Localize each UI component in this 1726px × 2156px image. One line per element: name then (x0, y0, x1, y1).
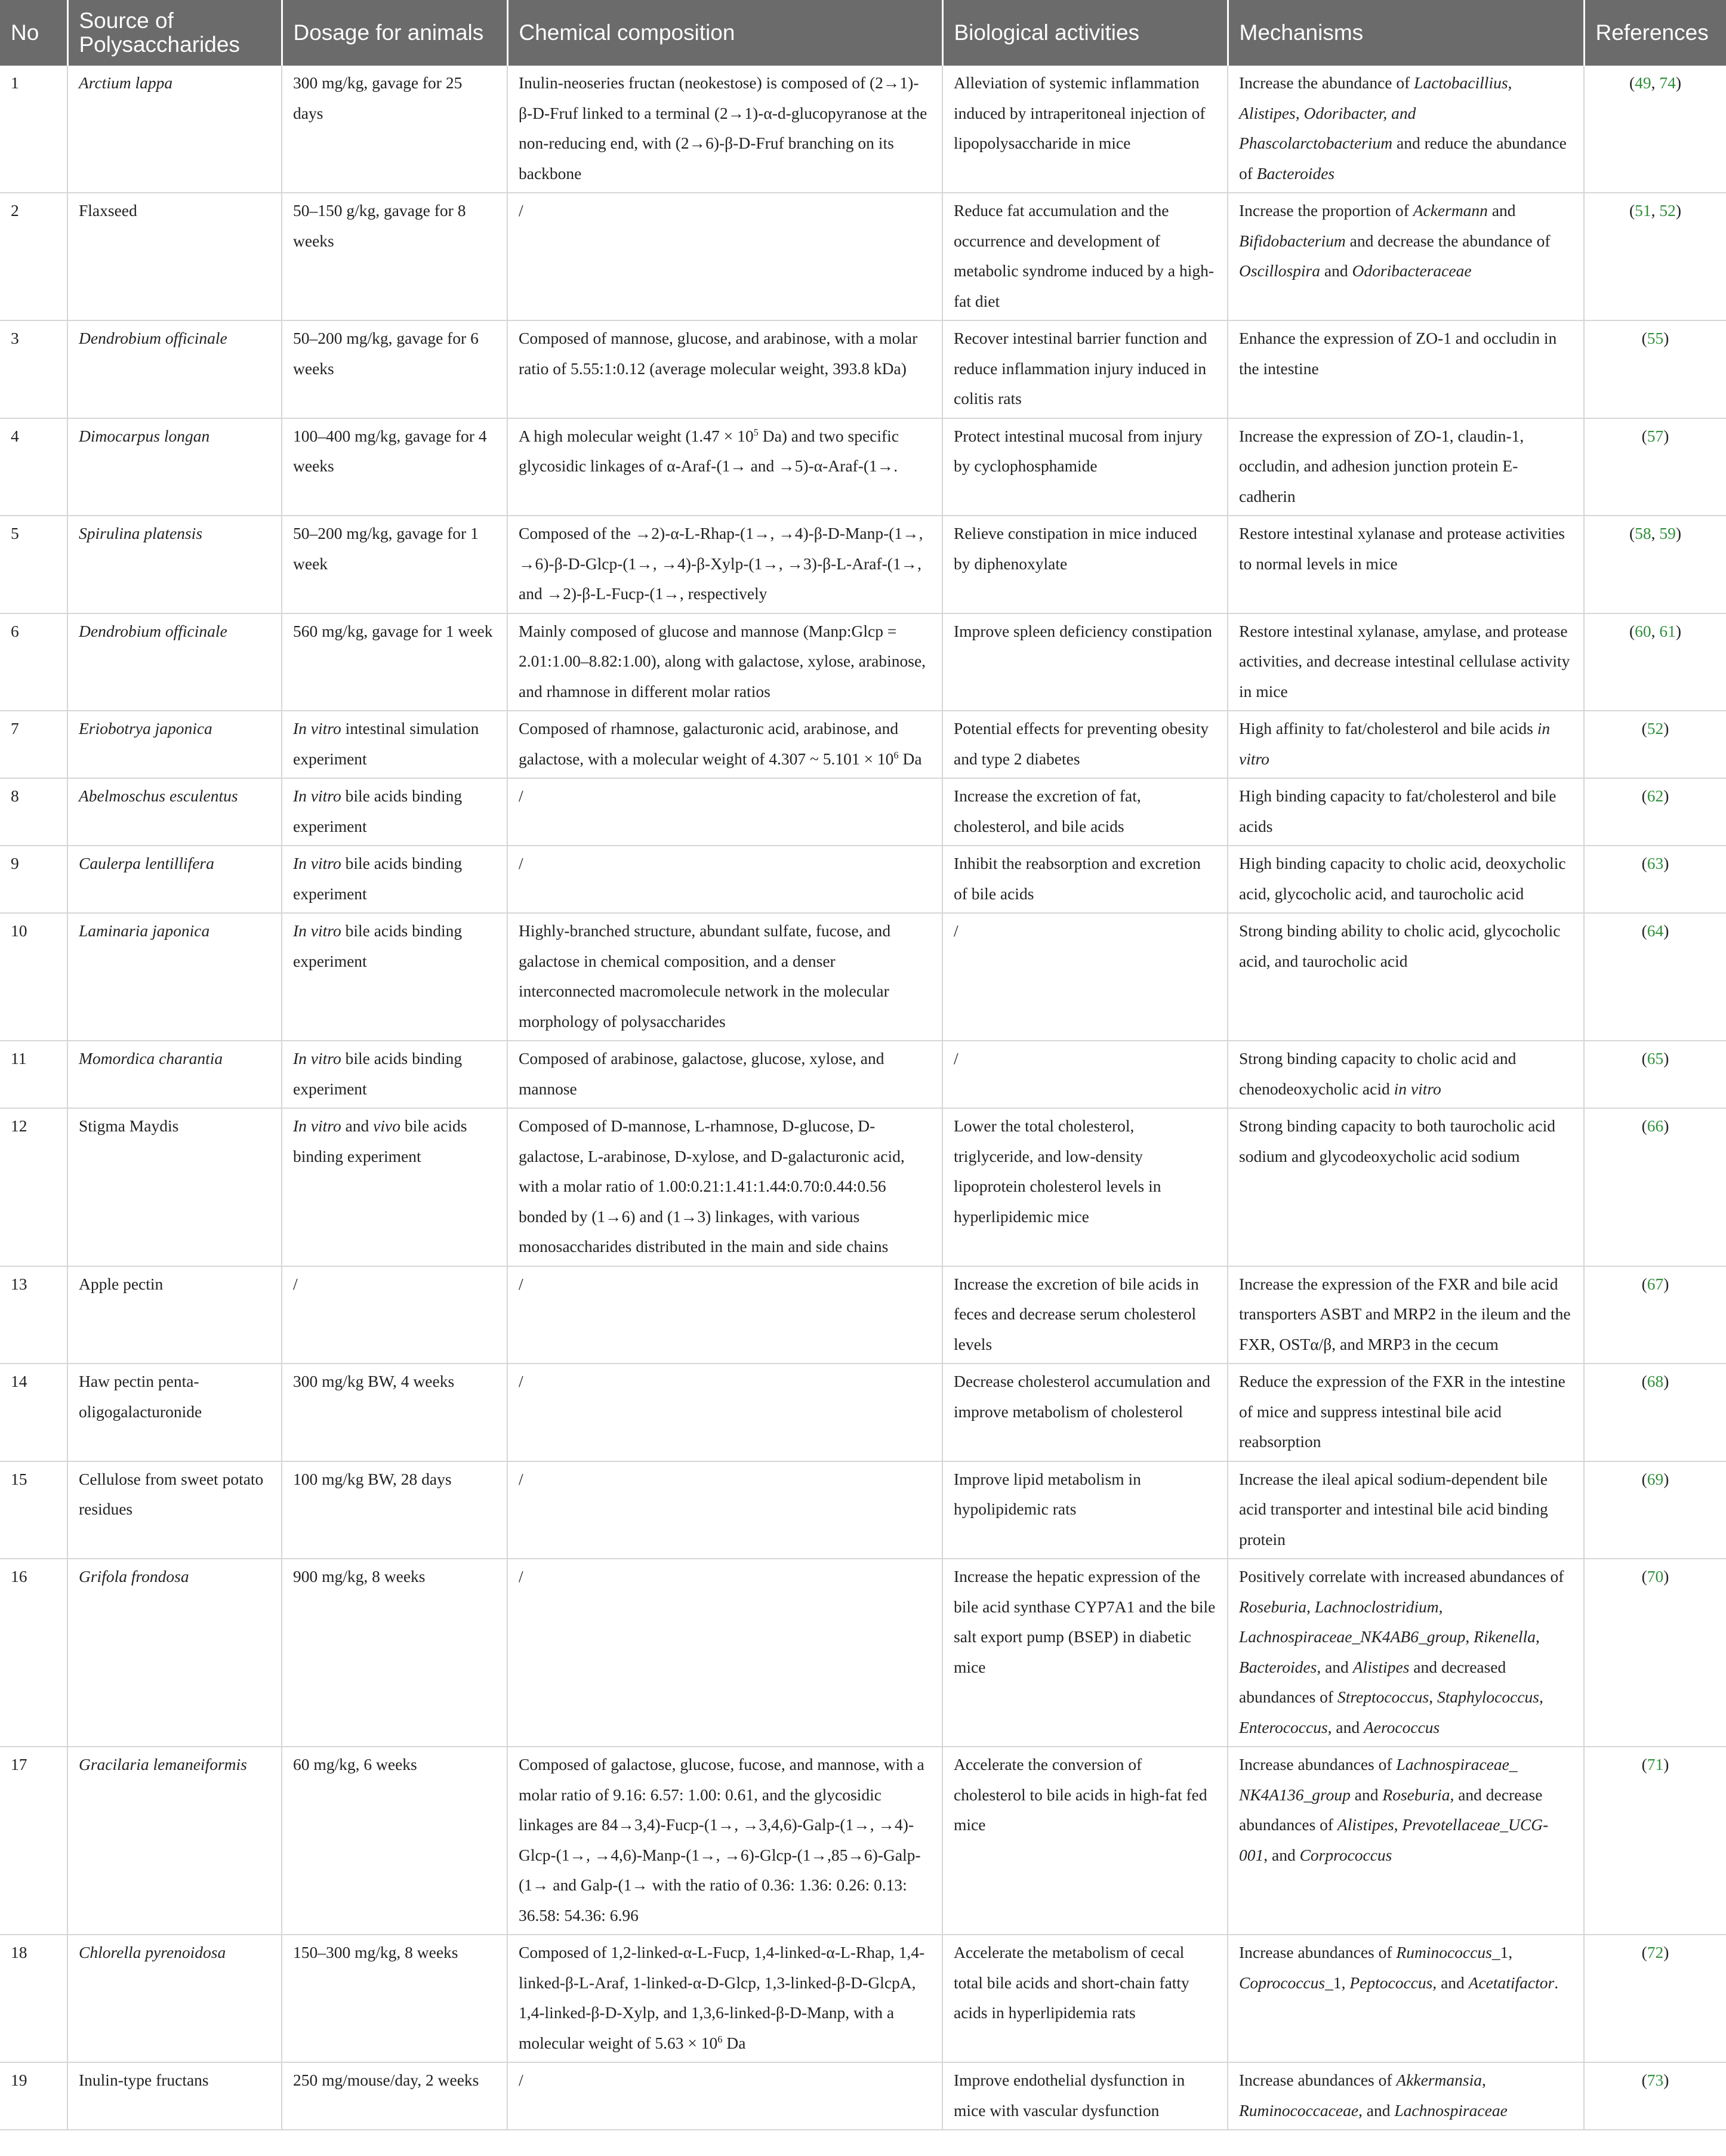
header-activities: Biological activities (942, 0, 1228, 66)
cell-composition: Highly-branched structure, abundant sulfate, fucose, and galactose in chemical composition, and a denser interconnected macromolecule network in the molecular morphology of polysaccharides (507, 913, 942, 1041)
reference-link[interactable]: 52 (1647, 719, 1664, 738)
cell-activities: Reduce fat accumulation and the occurrence and development of metabolic syndrome induced by a high-fat diet (942, 193, 1228, 320)
cell-dosage: 560 mg/kg, gavage for 1 week (282, 613, 507, 711)
cell-no: 18 (0, 1935, 67, 2062)
table-row (0, 1461, 1726, 1559)
reference-link[interactable]: 73 (1647, 2071, 1664, 2089)
table-row (0, 1364, 1726, 1461)
cell-activities: Recover intestinal barrier function and reduce inflammation injury induced in colitis rats (942, 320, 1228, 418)
cell-mechanisms: Increase the abundance of Lactobacillius, Alistipes, Odoribacter, and Phascolarctobacterium and reduce the abundance of Bacteroides (1228, 66, 1584, 193)
table-body (0, 66, 1726, 2130)
reference-link[interactable]: 61 (1659, 621, 1676, 640)
cell-source: Momordica charantia (67, 1041, 282, 1108)
cell-references: (57) (1584, 418, 1726, 516)
table-row (0, 1935, 1726, 2062)
cell-composition: Composed of mannose, glucose, and arabinose, with a molar ratio of 5.55:1:0.12 (average molecular weight, 393.8 kDa) (507, 320, 942, 418)
table-row (0, 320, 1726, 418)
cell-no: 1 (0, 66, 67, 193)
cell-no: 11 (0, 1041, 67, 1108)
header-mechanisms: Mechanisms (1228, 0, 1584, 66)
cell-source: Dendrobium officinale (67, 613, 282, 711)
table-row (0, 1747, 1726, 1935)
cell-activities: Increase the excretion of fat, cholesterol, and bile acids (942, 778, 1228, 846)
cell-source: Haw pectin penta-oligogalacturonide (67, 1364, 282, 1461)
cell-activities: Accelerate the conversion of cholesterol to bile acids in high-fat fed mice (942, 1747, 1228, 1935)
cell-no: 12 (0, 1108, 67, 1266)
cell-references: (52) (1584, 711, 1726, 778)
reference-link[interactable]: 69 (1647, 1469, 1664, 1488)
cell-references: (58, 59) (1584, 516, 1726, 613)
cell-mechanisms: Increase the expression of the FXR and bile acid transporters ASBT and MRP2 in the ileum and the FXR, OSTα/β, and MRP3 in the cecum (1228, 1266, 1584, 1364)
cell-dosage: / (282, 1266, 507, 1364)
cell-mechanisms: Increase the expression of ZO-1, claudin-1, occludin, and adhesion junction protein E-cadherin (1228, 418, 1584, 516)
cell-source: Abelmoschus esculentus (67, 778, 282, 846)
cell-activities: Protect intestinal mucosal from injury by cyclophosphamide (942, 418, 1228, 516)
cell-references: (51, 52) (1584, 193, 1726, 320)
cell-composition: / (507, 778, 942, 846)
reference-link[interactable]: 49 (1635, 73, 1651, 92)
cell-references: (72) (1584, 1935, 1726, 2062)
cell-references: (66) (1584, 1108, 1726, 1266)
cell-activities: Alleviation of systemic inflammation induced by intraperitoneal injection of lipopolysaccharide in mice (942, 66, 1228, 193)
cell-activities: Relieve constipation in mice induced by diphenoxylate (942, 516, 1228, 613)
cell-composition: Composed of galactose, glucose, fucose, and mannose, with a molar ratio of 9.16: 6.57: 1.00: 0.61, and the glycosidic linkages are 84→3,4)-Fucp-(1→, →3,4,6)-Galp-(1→, →4)-Glcp-(1→, →4,6)-Manp-(1→, →6)-Glcp-(1→,85→6)-Galp-(1→ and Galp-(1→ with the ratio of 0.36: 1.36: 0.26: 0.13: 36.58: 54.36: 6.96 (507, 1747, 942, 1935)
cell-dosage: 150–300 mg/kg, 8 weeks (282, 1935, 507, 2062)
cell-composition: Composed of 1,2-linked-α-L-Fucp, 1,4-linked-α-L-Rhap, 1,4-linked-β-L-Araf, 1-linked-α-D-Glcp, 1,3-linked-β-D-GlcpA, 1,4-linked-β-D-Xylp, and 1,3,6-linked-β-D-Manp, with a molecular weight of $5.63 \times 10^6$ Da (507, 1935, 942, 2062)
cell-activities: Potential effects for preventing obesity and type 2 diabetes (942, 711, 1228, 778)
reference-link[interactable]: 65 (1647, 1049, 1664, 1068)
header-references: References (1584, 0, 1726, 66)
table-row (0, 913, 1726, 1041)
header-no: No (0, 0, 67, 66)
cell-source: Apple pectin (67, 1266, 282, 1364)
cell-dosage: 50–200 mg/kg, gavage for 1 week (282, 516, 507, 613)
cell-references: (68) (1584, 1364, 1726, 1461)
cell-no: 19 (0, 2062, 67, 2130)
cell-activities: Improve spleen deficiency constipation (942, 613, 1228, 711)
table-row (0, 613, 1726, 711)
cell-references: (73) (1584, 2062, 1726, 2130)
cell-dosage: In vitro intestinal simulation experiment (282, 711, 507, 778)
cell-composition: Composed of the →2)-α-L-Rhap-(1→, →4)-β-D-Manp-(1→, →6)-β-D-Glcp-(1→, →4)-β-Xylp-(1→, →3)-β-L-Araf-(1→, and →2)-β-L-Fucp-(1→, respectively (507, 516, 942, 613)
cell-mechanisms: Strong binding capacity to cholic acid and chenodeoxycholic acid in vitro (1228, 1041, 1584, 1108)
cell-mechanisms: Positively correlate with increased abundances of Roseburia, Lachnoclostridium, Lachnospiraceae_NK4AB6_group, Rikenella, Bacteroides, and Alistipes and decreased abundances of Streptococcus, Staphylococcus, Enterococcus, and Aerococcus (1228, 1559, 1584, 1747)
cell-references: (69) (1584, 1461, 1726, 1559)
cell-composition: Inulin-neoseries fructan (neokestose) is composed of (2→1)-β-D-Fruf linked to a terminal (2→1)-α-d-glucopyranose at the non-reducing end, with (2→6)-β-D-Fruf branching on its backbone (507, 66, 942, 193)
cell-source: Caulerpa lentillifera (67, 846, 282, 913)
cell-no: 5 (0, 516, 67, 613)
header-composition: Chemical composition (507, 0, 942, 66)
cell-activities: / (942, 1041, 1228, 1108)
cell-dosage: In vitro bile acids binding experiment (282, 1041, 507, 1108)
cell-no: 13 (0, 1266, 67, 1364)
cell-source: Arctium lappa (67, 66, 282, 193)
cell-references: (60, 61) (1584, 613, 1726, 711)
cell-composition: A high molecular weight ($1.47 \times 10^5$ Da) and two specific glycosidic linkages of α-Araf-(1→ and →5)-α-Araf-(1→. (507, 418, 942, 516)
reference-link[interactable]: 71 (1647, 1755, 1664, 1773)
table-row (0, 2062, 1726, 2130)
cell-dosage: 50–150 g/kg, gavage for 8 weeks (282, 193, 507, 320)
cell-mechanisms: Increase abundances of Ruminococcus_1, Coprococcus_1, Peptococcus, and Acetatifactor. (1228, 1935, 1584, 2062)
header-dosage: Dosage for animals (282, 0, 507, 66)
cell-source: Inulin-type fructans (67, 2062, 282, 2130)
cell-references: (70) (1584, 1559, 1726, 1747)
cell-mechanisms: Increase abundances of Lachnospiraceae_ NK4A136_group and Roseburia, and decrease abundances of Alistipes, Prevotellaceae_UCG-001, and Corprococcus (1228, 1747, 1584, 1935)
header-source: Source of Polysaccharides (67, 0, 282, 66)
cell-composition: Composed of D-mannose, L-rhamnose, D-glucose, D-galactose, L-arabinose, D-xylose, and D-galacturonic acid, with a molar ratio of 1.00:0.21:1.41:1.44:0.70:0.44:0.56 bonded by (1→6) and (1→3) linkages, with various monosaccharides distributed in the main and side chains (507, 1108, 942, 1266)
cell-references: (55) (1584, 320, 1726, 418)
cell-dosage: 300 mg/kg, gavage for 25 days (282, 66, 507, 193)
cell-references: (64) (1584, 913, 1726, 1041)
cell-source: Laminaria japonica (67, 913, 282, 1041)
table-row (0, 66, 1726, 193)
table-row (0, 1266, 1726, 1364)
cell-composition: / (507, 846, 942, 913)
cell-no: 14 (0, 1364, 67, 1461)
cell-no: 4 (0, 418, 67, 516)
cell-references: (63) (1584, 846, 1726, 913)
cell-mechanisms: High binding capacity to cholic acid, deoxycholic acid, glycocholic acid, and taurocholic acid (1228, 846, 1584, 913)
cell-activities: Decrease cholesterol accumulation and improve metabolism of cholesterol (942, 1364, 1228, 1461)
cell-no: 10 (0, 913, 67, 1041)
cell-composition: / (507, 1364, 942, 1461)
cell-no: 8 (0, 778, 67, 846)
table-row (0, 516, 1726, 613)
cell-source: Dimocarpus longan (67, 418, 282, 516)
cell-dosage: In vitro bile acids binding experiment (282, 778, 507, 846)
cell-no: 7 (0, 711, 67, 778)
cell-references: (67) (1584, 1266, 1726, 1364)
cell-activities: Increase the excretion of bile acids in feces and decrease serum cholesterol levels (942, 1266, 1228, 1364)
cell-dosage: 250 mg/mouse/day, 2 weeks (282, 2062, 507, 2130)
cell-activities: Accelerate the metabolism of cecal total bile acids and short-chain fatty acids in hyperlipidemia rats (942, 1935, 1228, 2062)
cell-source: Stigma Maydis (67, 1108, 282, 1266)
cell-source: Grifola frondosa (67, 1559, 282, 1747)
cell-composition: / (507, 1461, 942, 1559)
reference-link[interactable]: 60 (1635, 621, 1651, 640)
table-row (0, 778, 1726, 846)
cell-activities: Increase the hepatic expression of the bile acid synthase CYP7A1 and the bile salt export pump (BSEP) in diabetic mice (942, 1559, 1228, 1747)
cell-activities: Lower the total cholesterol, triglyceride, and low-density lipoprotein cholesterol levels in hyperlipidemic mice (942, 1108, 1228, 1266)
cell-references: (71) (1584, 1747, 1726, 1935)
reference-link[interactable]: 51 (1635, 201, 1651, 220)
cell-source: Chlorella pyrenoidosa (67, 1935, 282, 2062)
cell-no: 15 (0, 1461, 67, 1559)
cell-mechanisms: Strong binding ability to cholic acid, glycocholic acid, and taurocholic acid (1228, 913, 1584, 1041)
cell-references: (65) (1584, 1041, 1726, 1108)
cell-dosage: 100 mg/kg BW, 28 days (282, 1461, 507, 1559)
cell-dosage: 100–400 mg/kg, gavage for 4 weeks (282, 418, 507, 516)
cell-mechanisms: Reduce the expression of the FXR in the intestine of mice and suppress intestinal bile acid reabsorption (1228, 1364, 1584, 1461)
cell-references: (49, 74) (1584, 66, 1726, 193)
cell-composition: / (507, 1559, 942, 1747)
cell-composition: / (507, 2062, 942, 2130)
cell-mechanisms: Increase the proportion of Ackermann and Bifidobacterium and decrease the abundance of Oscillospira and Odoribacteraceae (1228, 193, 1584, 320)
cell-activities: Improve endothelial dysfunction in mice with vascular dysfunction (942, 2062, 1228, 2130)
cell-no: 3 (0, 320, 67, 418)
cell-mechanisms: Increase the ileal apical sodium-dependent bile acid transporter and intestinal bile acid binding protein (1228, 1461, 1584, 1559)
table-row (0, 1041, 1726, 1108)
cell-mechanisms: High affinity to fat/cholesterol and bile acids in vitro (1228, 711, 1584, 778)
cell-source: Eriobotrya japonica (67, 711, 282, 778)
table-row (0, 1559, 1726, 1747)
cell-dosage: 900 mg/kg, 8 weeks (282, 1559, 507, 1747)
cell-no: 6 (0, 613, 67, 711)
cell-composition: / (507, 1266, 942, 1364)
header-row (0, 0, 1726, 66)
cell-no: 17 (0, 1747, 67, 1935)
cell-no: 9 (0, 846, 67, 913)
table-row (0, 846, 1726, 913)
cell-dosage: 300 mg/kg BW, 4 weeks (282, 1364, 507, 1461)
cell-activities: Inhibit the reabsorption and excretion of bile acids (942, 846, 1228, 913)
reference-link[interactable]: 62 (1647, 786, 1664, 805)
reference-link[interactable]: 63 (1647, 854, 1664, 872)
cell-activities: / (942, 913, 1228, 1041)
table-row (0, 711, 1726, 778)
reference-link[interactable]: 70 (1647, 1567, 1664, 1586)
reference-link[interactable]: 64 (1647, 921, 1664, 940)
table-row (0, 193, 1726, 320)
cell-dosage: In vitro bile acids binding experiment (282, 846, 507, 913)
table-row (0, 1108, 1726, 1266)
cell-dosage: 50–200 mg/kg, gavage for 6 weeks (282, 320, 507, 418)
cell-source: Gracilaria lemaneiformis (67, 1747, 282, 1935)
reference-link[interactable]: 55 (1647, 329, 1664, 347)
cell-dosage: In vitro bile acids binding experiment (282, 913, 507, 1041)
cell-composition: Composed of arabinose, galactose, glucose, xylose, and mannose (507, 1041, 942, 1108)
cell-no: 16 (0, 1559, 67, 1747)
reference-link[interactable]: 74 (1659, 73, 1676, 92)
cell-source: Flaxseed (67, 193, 282, 320)
cell-mechanisms: Restore intestinal xylanase and protease activities to normal levels in mice (1228, 516, 1584, 613)
cell-source: Cellulose from sweet potato residues (67, 1461, 282, 1559)
reference-link[interactable]: 66 (1647, 1116, 1664, 1135)
cell-dosage: 60 mg/kg, 6 weeks (282, 1747, 507, 1935)
cell-no: 2 (0, 193, 67, 320)
cell-mechanisms: High binding capacity to fat/cholesterol and bile acids (1228, 778, 1584, 846)
cell-dosage: In vitro and vivo bile acids binding experiment (282, 1108, 507, 1266)
reference-link[interactable]: 57 (1647, 426, 1664, 445)
cell-composition: Mainly composed of glucose and mannose (Manp:Glcp = 2.01:1.00–8.82:1.00), along with galactose, xylose, arabinose, and rhamnose in different molar ratios (507, 613, 942, 711)
reference-link[interactable]: 59 (1659, 524, 1676, 542)
cell-composition: / (507, 193, 942, 320)
cell-composition: Composed of rhamnose, galacturonic acid, arabinose, and galactose, with a molecular weight of 4.307 ~ $5.101 \times 10^6$ Da (507, 711, 942, 778)
reference-link[interactable]: 58 (1635, 524, 1651, 542)
reference-link[interactable]: 52 (1659, 201, 1676, 220)
cell-mechanisms: Strong binding capacity to both taurocholic acid sodium and glycodeoxycholic acid sodium (1228, 1108, 1584, 1266)
cell-activities: Improve lipid metabolism in hypolipidemic rats (942, 1461, 1228, 1559)
reference-link[interactable]: 72 (1647, 1943, 1664, 1961)
cell-references: (62) (1584, 778, 1726, 846)
cell-source: Dendrobium officinale (67, 320, 282, 418)
cell-source: Spirulina platensis (67, 516, 282, 613)
cell-mechanisms: Restore intestinal xylanase, amylase, and protease activities, and decrease intestinal cellulase activity in mice (1228, 613, 1584, 711)
cell-mechanisms: Enhance the expression of ZO-1 and occludin in the intestine (1228, 320, 1584, 418)
cell-mechanisms: Increase abundances of Akkermansia, Ruminococcaceae, and Lachnospiraceae (1228, 2062, 1584, 2130)
reference-link[interactable]: 67 (1647, 1274, 1664, 1293)
reference-link[interactable]: 68 (1647, 1372, 1664, 1390)
table-row (0, 418, 1726, 516)
